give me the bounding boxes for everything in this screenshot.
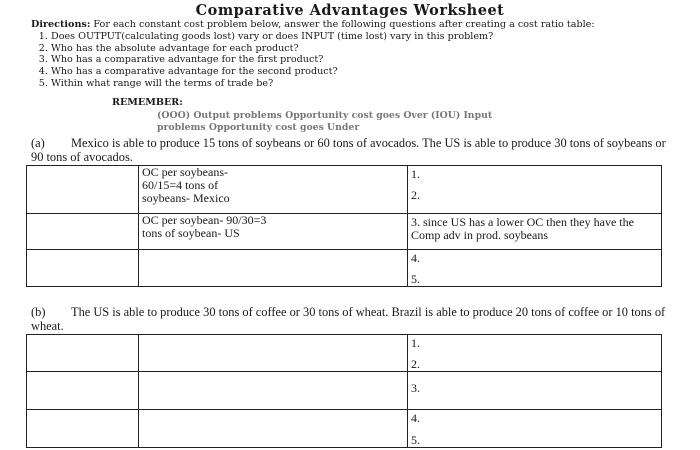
directions-intro [31, 19, 595, 31]
table-cell[interactable] [27, 372, 139, 410]
answer-1: 1. [411, 336, 420, 350]
answer-4: 4. [411, 251, 420, 265]
table-cell[interactable] [139, 335, 408, 372]
table-cell[interactable] [27, 335, 139, 372]
directions-label: Directions: [31, 19, 91, 30]
cell-line: 60/15=4 tons of [142, 178, 219, 193]
problem-b-text [31, 305, 671, 333]
question-item: 2. Who has the absolute advantage for each product? [51, 43, 595, 55]
question-item: 1. Does OUTPUT(calculating goods lost) vary or does INPUT (time lost) vary in this problem? [51, 31, 595, 43]
mexico-oc-cell[interactable] [139, 166, 408, 214]
table-cell[interactable] [27, 214, 139, 250]
cost-ratio-table-a [26, 165, 662, 287]
remember-note [157, 110, 492, 133]
note-line: problems Opportunity cost goes Under [157, 121, 360, 133]
answer-3: 3. [411, 381, 420, 396]
table-cell[interactable] [27, 166, 139, 214]
answer-cell[interactable] [408, 372, 662, 410]
problem-b-statement: The US is able to produce 30 tons of coffee or 30 tons of wheat. Brazil is able to produce 20 tons of coffee or 10 tons of wheat. [31, 305, 666, 333]
remember-label: REMEMBER: [112, 97, 183, 108]
cell-line: OC per soybeans- [142, 165, 228, 179]
cell-line: soybeans- Mexico [142, 191, 230, 206]
problem-a-label: (a) [31, 136, 45, 150]
question-list [31, 31, 595, 90]
answer-cell[interactable] [408, 335, 662, 372]
us-oc-cell[interactable] [139, 214, 408, 250]
table-cell[interactable] [27, 410, 139, 448]
answer-cell[interactable] [408, 410, 662, 448]
answer-cell[interactable] [408, 214, 662, 250]
question-item: 3. Who has a comparative advantage for the first product? [51, 54, 595, 66]
problem-a-text [31, 136, 671, 164]
answer-cell[interactable] [408, 166, 662, 214]
answer-cell[interactable] [408, 250, 662, 287]
answer-1: 1. [411, 167, 420, 181]
directions-text: For each constant cost problem below, answer the following questions after creating a cost ratio table: [93, 19, 595, 30]
answer-2: 2. [411, 188, 420, 203]
question-item: 4. Who has a comparative advantage for the second product? [51, 66, 595, 78]
answer-5: 5. [411, 272, 420, 287]
directions [31, 19, 595, 90]
answer-2: 2. [411, 357, 420, 372]
table-cell[interactable] [139, 250, 408, 287]
table-cell[interactable] [27, 250, 139, 287]
cell-line: OC per soybean- 90/30=3 [142, 213, 267, 227]
cell-line: tons of soybean- US [142, 226, 240, 241]
answer-3: 3. since US has a lower OC then they have the Comp adv in prod. soybeans [411, 215, 634, 243]
table-cell[interactable] [139, 372, 408, 410]
question-item: 5. Within what range will the terms of trade be? [51, 78, 595, 90]
cost-ratio-table-b [26, 334, 662, 448]
problem-a-statement: Mexico is able to produce 15 tons of soybeans or 60 tons of avocados. The US is able to produce 30 tons of soybeans or 90 tons of avocados. [31, 136, 666, 164]
answer-5: 5. [411, 432, 420, 447]
worksheet-title: Comparative Advantages Worksheet [195, 2, 505, 19]
table-cell[interactable] [139, 410, 408, 448]
note-line: (OOO) Output problems Opportunity cost goes Over (IOU) Input [157, 110, 493, 121]
answer-4: 4. [411, 411, 420, 426]
problem-b-label: (b) [31, 305, 46, 319]
